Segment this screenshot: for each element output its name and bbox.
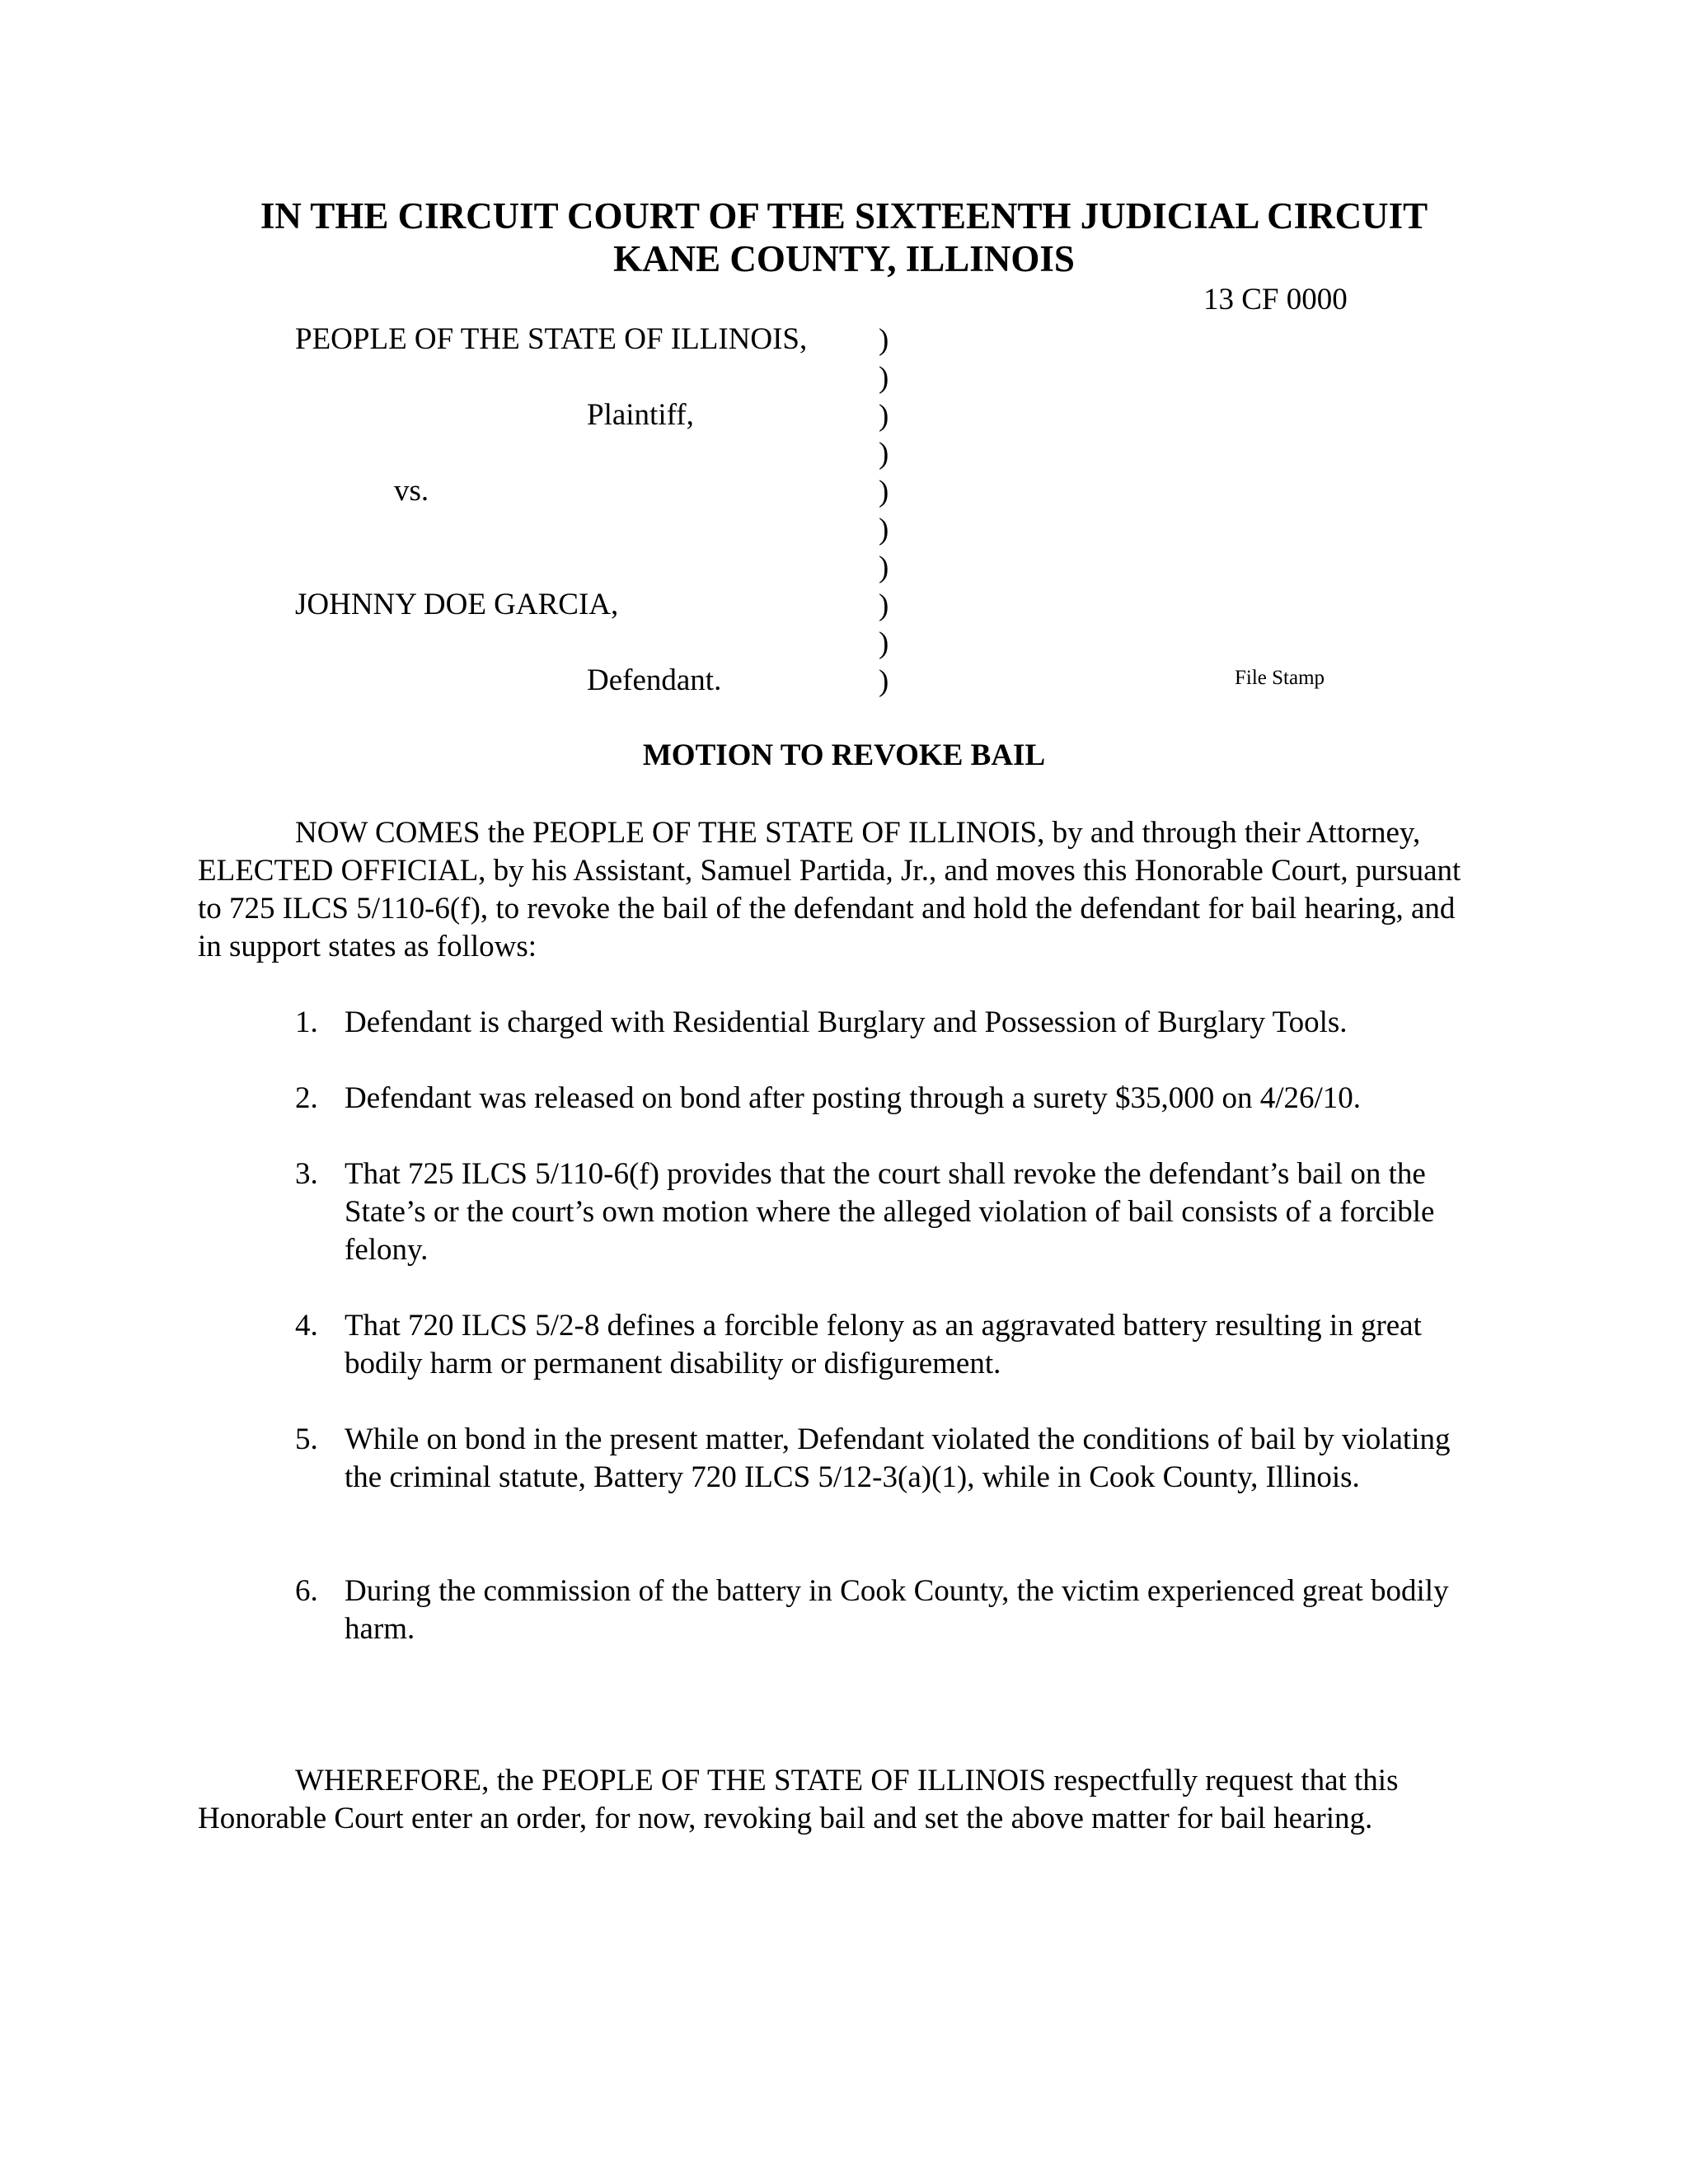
list-item-number: 3. [295,1157,318,1191]
caption-paren: ) [879,437,889,471]
list-item-text: While on bond in the present matter, Defendant violated the conditions of bail by violating the criminal statute, Battery 720 ILCS 5/12-3(a)(1), while in Cook County, Illinois. [345,1422,1451,1494]
motion-title: MOTION TO REVOKE BAIL [642,738,1046,772]
court-heading [0,194,1688,280]
caption-parentheses [879,321,889,701]
list-item-number: 2. [295,1081,318,1115]
plaintiff-name: PEOPLE OF THE STATE OF ILLINOIS, [295,322,808,356]
list-item-number: 6. [295,1574,318,1608]
list-item [295,1572,1490,1648]
caption-paren: ) [879,475,889,509]
caption-paren: ) [879,626,889,660]
wherefore-paragraph: WHEREFORE, the PEOPLE OF THE STATE OF ILLINOIS respectfully request that this Honorable Court enter an order, for now, revoking bail and set the above matter for bail hearing. [198,1764,1399,1835]
list-item [295,1307,1490,1383]
caption-paren: ) [879,323,889,357]
list-item-text: That 720 ILCS 5/2-8 defines a forcible felony as an aggravated battery resulting in great bodily harm or permanent disability or disfigurement. [345,1309,1422,1380]
list-item-text: During the commission of the battery in Cook County, the victim experienced great bodily harm. [345,1574,1449,1646]
list-item [295,1421,1490,1497]
caption-paren: ) [879,588,889,622]
caption-paren: ) [879,551,889,584]
list-item [295,1004,1490,1042]
list-item-number: 4. [295,1309,318,1343]
intro-paragraph: NOW COMES the PEOPLE OF THE STATE OF ILLINOIS, by and through their Attorney, ELECTED OFFICIAL, by his Assistant, Samuel Partida, Jr., and moves this Honorable Court, pursuant to 725 ILCS 5/110-6(f), to revoke the bail of the defendant and hold the defendant for bail hearing, and in support states as follows: [198,816,1461,963]
defendant-role: Defendant. [587,663,722,697]
list-item-text: Defendant was released on bond after posting through a surety $35,000 on 4/26/10. [345,1081,1362,1115]
list-item [295,1155,1490,1269]
list-item-number: 1. [295,1005,318,1039]
county-name: KANE COUNTY, ILLINOIS [613,238,1075,279]
case-number: 13 CF 0000 [1203,283,1348,316]
list-item [295,1080,1490,1118]
versus-label: vs. [394,474,429,508]
court-name: IN THE CIRCUIT COURT OF THE SIXTEENTH JUDICIAL CIRCUIT [260,195,1428,237]
list-item-text: Defendant is charged with Residential Burglary and Possession of Burglary Tools. [345,1005,1348,1039]
defendant-name: JOHNNY DOE GARCIA, [295,588,619,621]
caption-paren: ) [879,399,889,433]
plaintiff-role: Plaintiff, [587,398,694,432]
caption-paren: ) [879,361,889,395]
list-item-number: 5. [295,1422,318,1456]
caption-paren: ) [879,513,889,546]
list-item-text: That 725 ILCS 5/110-6(f) provides that the court shall revoke the defendant’s bail on the State’s or the court’s own motion where the alleged violation of bail consists of a forcible felony. [345,1157,1435,1267]
caption-paren: ) [879,664,889,698]
file-stamp-label: File Stamp [1235,667,1325,689]
